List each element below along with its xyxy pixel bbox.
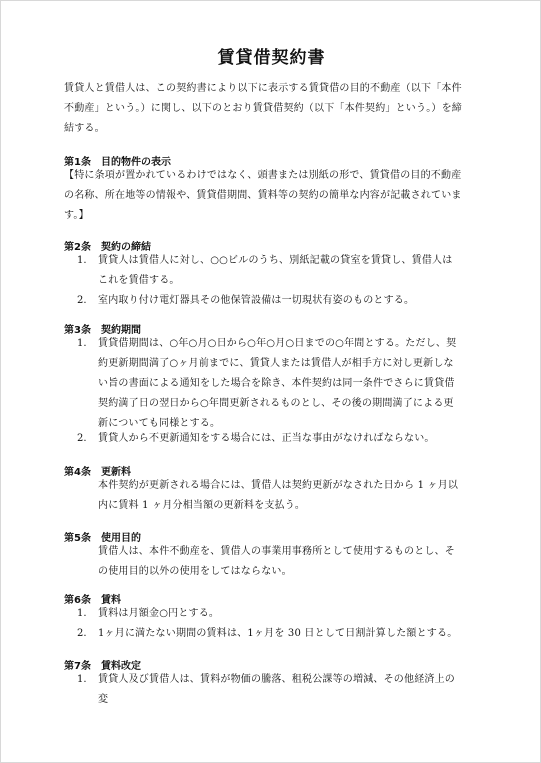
article-6-item-2-text: 1ヶ月に満たない期間の賃料は、1ヶ月を 30 日として日割計算した額とする。 — [98, 628, 458, 639]
article-6-item-2-number: 2. — [77, 628, 87, 639]
article-2-item-1-text: 賃貸人は賃借人に対し、○○ビルのうち、別紙記載の貸室を賃貸し、賃借人はこれを賃借する。 — [98, 255, 453, 286]
article-5-body: 賃借人は、本件不動産を、賃借人の事業用事務所として使用するものとし、その使用目的以外の使用をしてはならない。 — [98, 546, 455, 577]
article-1-heading: 第1条 目的物件の表示 — [64, 157, 171, 168]
article-7-heading: 第7条 賃料改定 — [64, 661, 141, 672]
article-4-heading: 第4条 更新料 — [64, 467, 131, 478]
article-3-item-2-text: 賃貸人から不更新通知をする場合には、正当な事由がなければならない。 — [98, 433, 435, 444]
article-4-body: 本件契約が更新される場合には、賃借人は契約更新がなされた日から 1 ヶ月以内に賃料 1 ヶ月分相当額の更新料を支払う。 — [98, 480, 459, 511]
article-7-item-1-number: 1. — [77, 674, 87, 685]
article-3-heading: 第3条 契約期間 — [64, 325, 141, 336]
article-3-item-2-number: 2. — [77, 433, 87, 444]
document-title: 賃貸借契約書 — [217, 48, 326, 68]
article-5-heading: 第5条 使用目的 — [64, 533, 141, 544]
article-3-item-1-number: 1. — [77, 338, 87, 349]
article-2-item-2-text: 室内取り付け電灯器具その他保管設備は一切現状有姿のものとする。 — [98, 295, 415, 306]
article-6-item-1-number: 1. — [77, 608, 87, 619]
article-1-body: 【特に条項が置かれているわけではなく、頭書または別紙の形で、賃貸借の目的不動産の名称、所在地等の情報や、賃貸借期間、賃料等の契約の簡単な内容が記載されています。】 — [64, 170, 462, 221]
article-6-heading: 第6条 賃料 — [64, 595, 121, 606]
intro-paragraph: 賃貸人と賃借人は、この契約書により以下に表示する賃貸借の目的不動産（以下「本件不動産」という。）に関し、以下のとおり賃貸借契約（以下「本件契約」という。）を締結する。 — [64, 83, 462, 134]
article-3-item-1-text: 賃貸借期間は、○年○月○日から○年○月○日までの○年間とする。ただし、契約更新期間満了○ヶ月前までに、賃貸人または賃借人が相手方に対し更新しない旨の書面による通知をした場合を除き、本件契約は同一条件でさらに賃貸借契約満了日の翌日から○年間更新されるものとし、その後の期間満了による更新についても同様とする。 — [98, 338, 457, 429]
article-2-item-2-number: 2. — [77, 295, 87, 306]
article-6-item-1-text: 賃料は月額金○円とする。 — [98, 608, 220, 619]
article-7-item-1-text: 賃貸人及び賃借人は、賃料が物価の騰落、租税公課等の増減、その他経済上の変 — [98, 674, 455, 705]
article-2-heading: 第2条 契約の締結 — [64, 242, 151, 253]
article-2-item-1-number: 1. — [77, 255, 87, 266]
